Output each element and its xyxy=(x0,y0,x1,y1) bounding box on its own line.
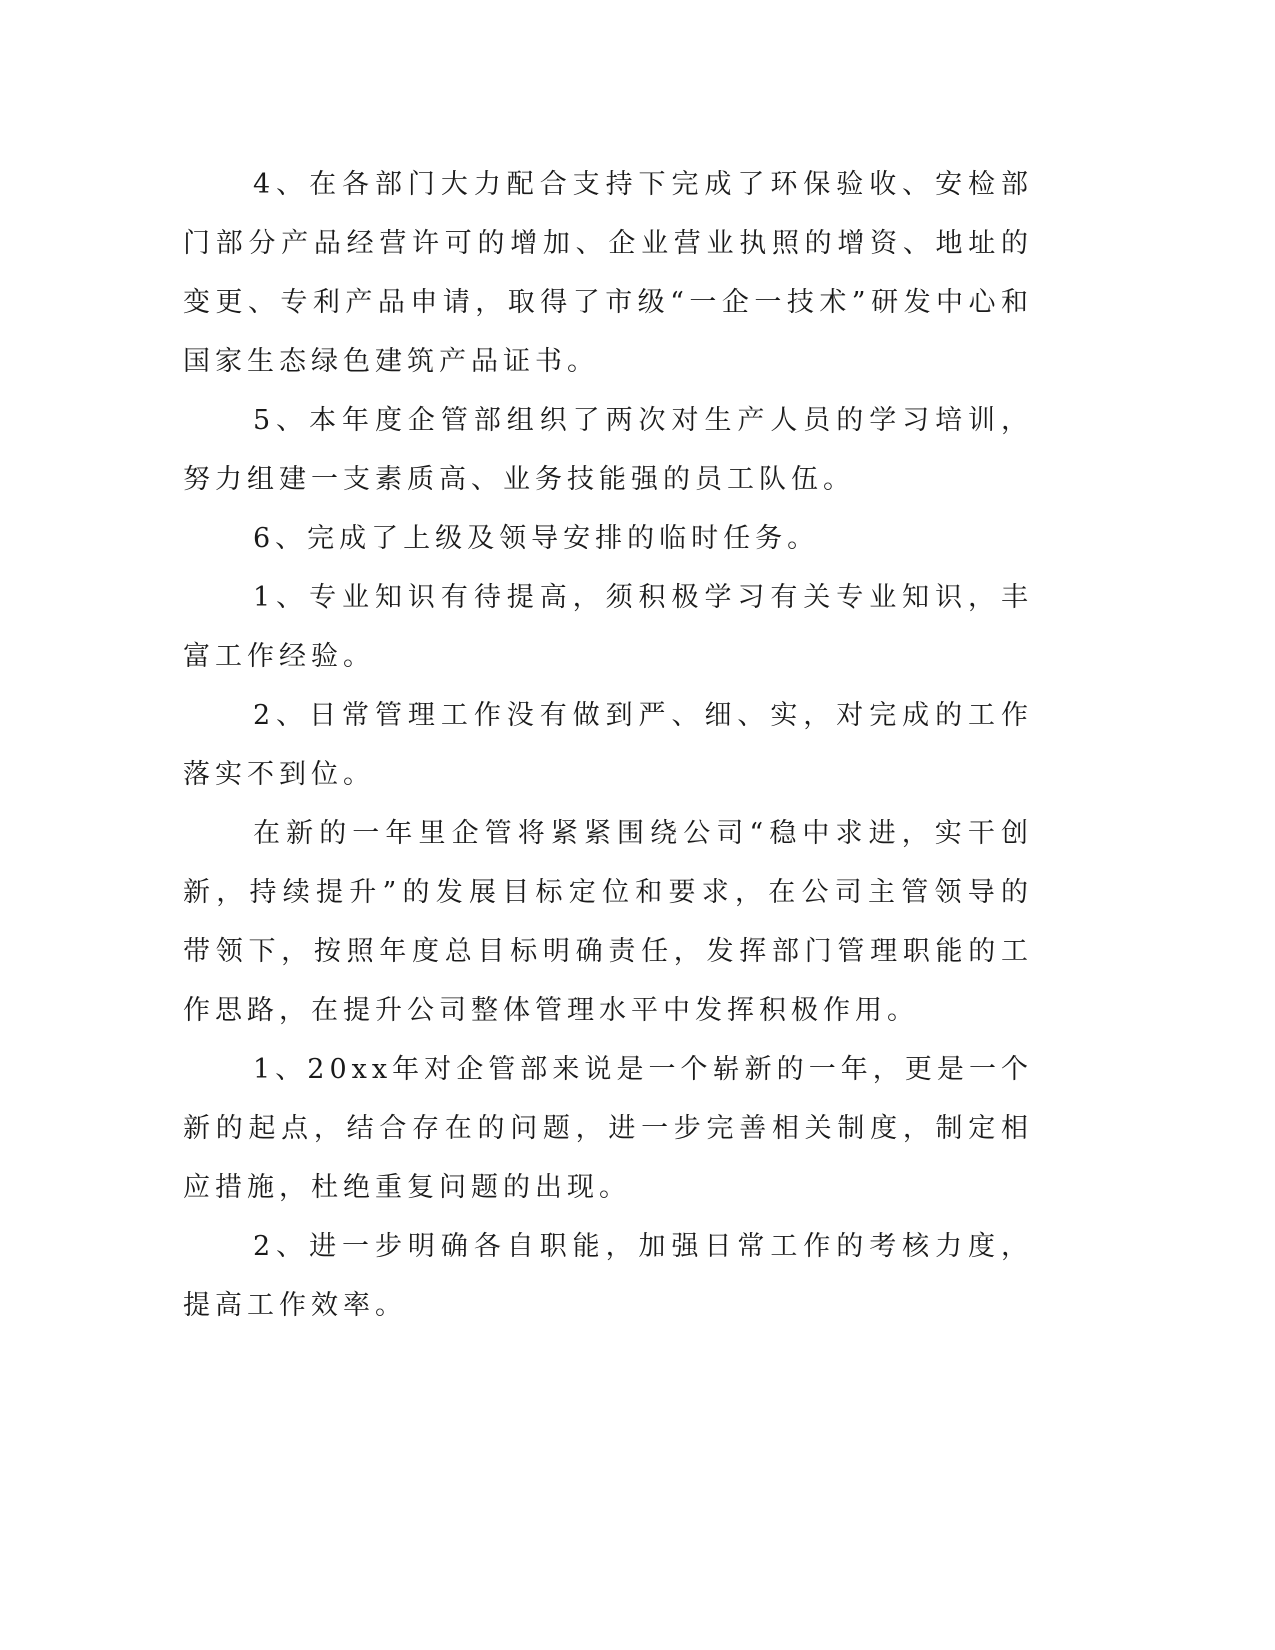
paragraph-item-4: 4、在各部门大力配合支持下完成了环保验收、安检部门部分产品经营许可的增加、企业营业执照的增资、地址的变更、专利产品申请，取得了市级“一企一技术”研发中心和国家生态绿色建筑产品证书。 xyxy=(183,169,1033,377)
document-body xyxy=(183,155,1033,1335)
paragraph-plan-2: 2、进一步明确各自职能，加强日常工作的考核力度，提高工作效率。 xyxy=(183,1231,1033,1321)
paragraph-new-year-plan: 在新的一年里企管将紧紧围绕公司“稳中求进，实干创新，持续提升”的发展目标定位和要求，在公司主管领导的带领下，按照年度总目标明确责任，发挥部门管理职能的工作思路，在提升公司整体管理水平中发挥积极作用。 xyxy=(183,818,1033,1026)
paragraph-item-5: 5、本年度企管部组织了两次对生产人员的学习培训，努力组建一支素质高、业务技能强的员工队伍。 xyxy=(183,405,1033,495)
paragraph-issue-1: 1、专业知识有待提高，须积极学习有关专业知识，丰富工作经验。 xyxy=(183,582,1033,672)
paragraph-item-6: 6、完成了上级及领导安排的临时任务。 xyxy=(253,523,820,554)
paragraph-issue-2: 2、日常管理工作没有做到严、细、实，对完成的工作落实不到位。 xyxy=(183,700,1033,790)
paragraph-plan-1: 1、20xx年对企管部来说是一个崭新的一年，更是一个新的起点，结合存在的问题，进一步完善相关制度，制定相应措施，杜绝重复问题的出现。 xyxy=(183,1054,1033,1203)
